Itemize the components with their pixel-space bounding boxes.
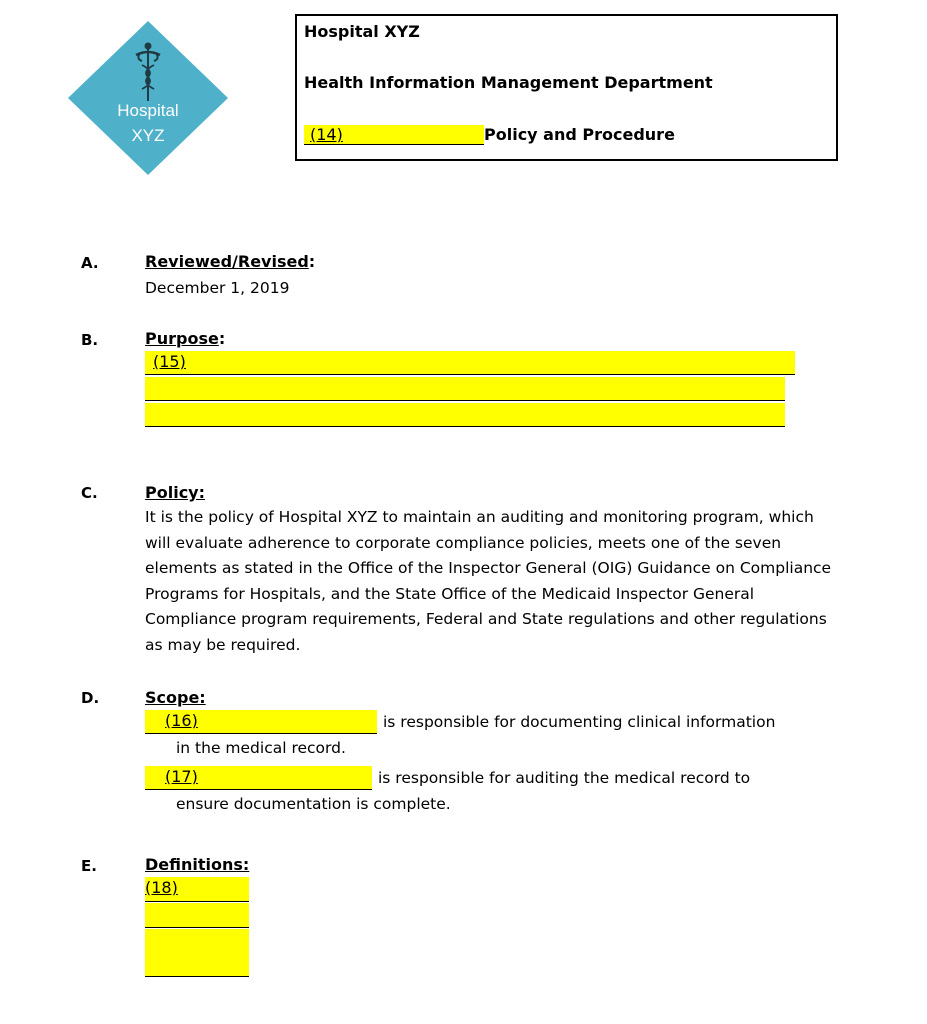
scope-item2-cont: ensure documentation is complete.	[176, 795, 451, 813]
section-b-colon: :	[218, 329, 226, 348]
logo-text-line1: Hospital	[117, 101, 179, 120]
section-d-letter: D.	[81, 689, 100, 707]
blank-18-line3	[145, 929, 249, 954]
policy-procedure-label: Policy and Procedure	[484, 125, 675, 144]
blank-18-line4	[145, 953, 249, 977]
scope-item1-text: is responsible for documenting clinical information	[383, 713, 776, 731]
section-a-letter: A.	[81, 254, 99, 272]
section-c-policy-text: It is the policy of Hospital XYZ to maintain an auditing and monitoring program, which will evaluate adherence to corporate compliance policies, meets one of the seven elements as stated in the Office of the Inspector General (OIG) Guidance on Compliance Programs for Hospitals, and the State Office of the Medicaid Inspector General Compliance program requirements, Federal and State regulations and other regulations as may be required.	[145, 508, 832, 654]
section-d-heading: Scope:	[145, 688, 206, 707]
blank-18-label: (18)	[145, 878, 178, 897]
section-b-letter: B.	[81, 331, 99, 349]
section-b-heading	[145, 329, 225, 349]
blank-17	[145, 766, 372, 790]
blank-16	[145, 710, 377, 734]
blank-15-label: (15)	[153, 352, 186, 371]
section-a-heading	[145, 252, 315, 272]
header-policy-line	[304, 125, 675, 145]
blank-14-label: (14)	[310, 125, 343, 144]
section-e-letter: E.	[81, 857, 97, 875]
hospital-logo	[66, 19, 230, 177]
blank-16-label: (16)	[165, 711, 198, 730]
blank-15-line3	[145, 403, 785, 427]
blank-14	[304, 125, 484, 145]
section-a-date: December 1, 2019	[145, 279, 290, 297]
blank-18-line2	[145, 903, 249, 928]
section-c-heading: Policy:	[145, 483, 205, 502]
scope-item1-cont: in the medical record.	[176, 739, 346, 757]
section-e-heading: Definitions:	[145, 855, 250, 874]
blank-18-line1	[145, 877, 249, 902]
section-a-colon: :	[308, 252, 316, 271]
blank-17-label: (17)	[165, 767, 198, 786]
blank-15-line2	[145, 377, 785, 401]
section-c-letter: C.	[81, 484, 98, 502]
logo-text-line2: XYZ	[131, 126, 165, 145]
header-org: Hospital XYZ	[304, 22, 420, 41]
blank-15-line1	[145, 351, 795, 375]
section-b-title: Purpose	[145, 329, 219, 348]
section-a-title: Reviewed/Revised	[145, 252, 309, 271]
scope-item2-text: is responsible for auditing the medical record to	[378, 769, 751, 787]
header-department: Health Information Management Department	[304, 73, 713, 92]
